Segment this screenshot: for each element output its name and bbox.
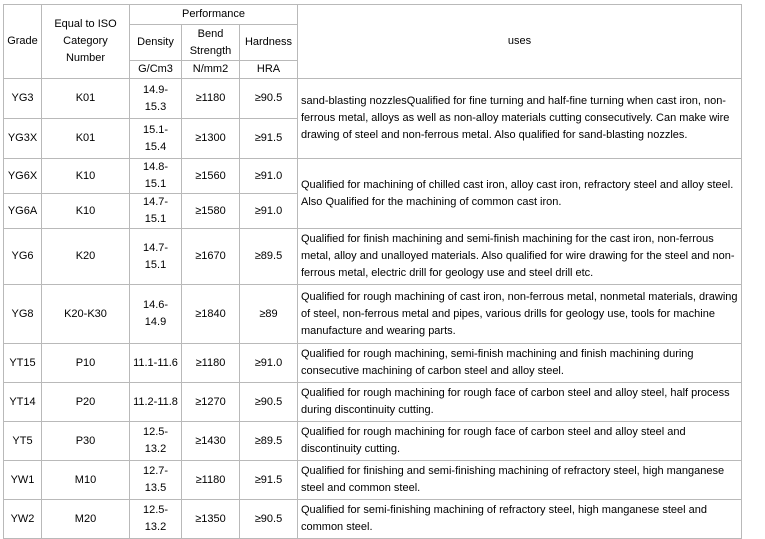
hardness-cell: ≥91.5 bbox=[240, 119, 298, 159]
table-row bbox=[4, 500, 742, 539]
hardness-cell: ≥89.5 bbox=[240, 229, 298, 285]
density-cell: 11.2-11.8 bbox=[130, 383, 182, 422]
uses-cell: Qualified for rough machining for rough face of carbon steel and alloy steel, half process during discontinuity cutting. bbox=[298, 383, 742, 422]
bend-strength-cell: ≥1840 bbox=[182, 285, 240, 344]
bend-strength-cell: ≥1580 bbox=[182, 194, 240, 229]
header-hardness-unit: HRA bbox=[240, 61, 298, 79]
grade-cell: YG6A bbox=[4, 194, 42, 229]
grade-cell: YW2 bbox=[4, 500, 42, 539]
hardness-cell: ≥91.0 bbox=[240, 194, 298, 229]
density-cell: 14.7-15.1 bbox=[130, 229, 182, 285]
iso-cell: K01 bbox=[42, 119, 130, 159]
header-density-unit: G/Cm3 bbox=[130, 61, 182, 79]
hardness-cell: ≥90.5 bbox=[240, 79, 298, 119]
header-performance: Performance bbox=[130, 5, 298, 25]
uses-cell: sand-blasting nozzlesQualified for fine turning and half-fine turning when cast iron, non-ferrous metal, alloys as well as non-alloy materials cutting consecutively. Can make wire drawing of steel and non-ferrous metal. Also qualified for sand-blasting nozzles. bbox=[298, 79, 742, 159]
uses-cell: Qualified for rough machining for rough face of carbon steel and alloy steel and discontinuity cutting. bbox=[298, 422, 742, 461]
density-cell: 12.5-13.2 bbox=[130, 422, 182, 461]
grade-cell: YG3X bbox=[4, 119, 42, 159]
iso-cell: K10 bbox=[42, 159, 130, 194]
table-row bbox=[4, 461, 742, 500]
iso-cell: P20 bbox=[42, 383, 130, 422]
uses-cell: Qualified for finishing and semi-finishing machining of refractory steel, high manganese steel and common steel. bbox=[298, 461, 742, 500]
bend-strength-cell: ≥1270 bbox=[182, 383, 240, 422]
density-cell: 14.6-14.9 bbox=[130, 285, 182, 344]
iso-cell: M10 bbox=[42, 461, 130, 500]
bend-strength-cell: ≥1180 bbox=[182, 461, 240, 500]
hardness-cell: ≥91.0 bbox=[240, 344, 298, 383]
density-cell: 14.7-15.1 bbox=[130, 194, 182, 229]
header-hardness: Hardness bbox=[240, 25, 298, 61]
density-cell: 11.1-11.6 bbox=[130, 344, 182, 383]
grade-cell: YT15 bbox=[4, 344, 42, 383]
density-cell: 14.8-15.1 bbox=[130, 159, 182, 194]
table-row bbox=[4, 229, 742, 285]
iso-cell: K20-K30 bbox=[42, 285, 130, 344]
grade-cell: YG8 bbox=[4, 285, 42, 344]
iso-cell: K10 bbox=[42, 194, 130, 229]
grade-cell: YT5 bbox=[4, 422, 42, 461]
hardness-cell: ≥89.5 bbox=[240, 422, 298, 461]
table-row bbox=[4, 383, 742, 422]
density-cell: 15.1-15.4 bbox=[130, 119, 182, 159]
grade-cell: YG6X bbox=[4, 159, 42, 194]
table-row bbox=[4, 79, 742, 119]
hardness-cell: ≥91.5 bbox=[240, 461, 298, 500]
uses-cell: Qualified for finish machining and semi-finish machining for the cast iron, non-ferrous metal, alloy and unalloyed materials. Also qualified for wire drawing for the steel and non-ferrous metal, electric drill for geology use and steel drill etc. bbox=[298, 229, 742, 285]
table-row bbox=[4, 159, 742, 194]
grade-cell: YG6 bbox=[4, 229, 42, 285]
header-bend-strength: Bend Strength bbox=[182, 25, 240, 61]
header-bend-unit: N/mm2 bbox=[182, 61, 240, 79]
hardness-cell: ≥90.5 bbox=[240, 383, 298, 422]
uses-cell: Qualified for semi-finishing machining of refractory steel, high manganese steel and common steel. bbox=[298, 500, 742, 539]
iso-cell: K20 bbox=[42, 229, 130, 285]
density-cell: 12.7-13.5 bbox=[130, 461, 182, 500]
hardness-cell: ≥90.5 bbox=[240, 500, 298, 539]
density-cell: 12.5-13.2 bbox=[130, 500, 182, 539]
header-density: Density bbox=[130, 25, 182, 61]
header-grade: Grade bbox=[4, 5, 42, 79]
bend-strength-cell: ≥1350 bbox=[182, 500, 240, 539]
grade-cell: YW1 bbox=[4, 461, 42, 500]
table-row bbox=[4, 422, 742, 461]
bend-strength-cell: ≥1180 bbox=[182, 79, 240, 119]
grade-spec-table bbox=[3, 4, 742, 539]
table-row bbox=[4, 344, 742, 383]
iso-cell: K01 bbox=[42, 79, 130, 119]
iso-cell: P10 bbox=[42, 344, 130, 383]
bend-strength-cell: ≥1670 bbox=[182, 229, 240, 285]
density-cell: 14.9-15.3 bbox=[130, 79, 182, 119]
grade-cell: YG3 bbox=[4, 79, 42, 119]
grade-cell: YT14 bbox=[4, 383, 42, 422]
header-uses: uses bbox=[298, 5, 742, 79]
hardness-cell: ≥91.0 bbox=[240, 159, 298, 194]
bend-strength-cell: ≥1430 bbox=[182, 422, 240, 461]
iso-cell: M20 bbox=[42, 500, 130, 539]
uses-cell: Qualified for rough machining, semi-finish machining and finish machining during consecutive machining of carbon steel and alloy steel. bbox=[298, 344, 742, 383]
uses-cell: Qualified for rough machining of cast iron, non-ferrous metal, nonmetal materials, drawing of steel, non-ferrous metal and pipes, various drills for geology use, tools for machine manufacture and wearing parts. bbox=[298, 285, 742, 344]
bend-strength-cell: ≥1300 bbox=[182, 119, 240, 159]
uses-cell: Qualified for machining of chilled cast iron, alloy cast iron, refractory steel and alloy steel. Also Qualified for the machining of common cast iron. bbox=[298, 159, 742, 229]
bend-strength-cell: ≥1180 bbox=[182, 344, 240, 383]
header-iso-category: Equal to ISO Category Number bbox=[42, 5, 130, 79]
hardness-cell: ≥89 bbox=[240, 285, 298, 344]
table-row bbox=[4, 285, 742, 344]
bend-strength-cell: ≥1560 bbox=[182, 159, 240, 194]
iso-cell: P30 bbox=[42, 422, 130, 461]
